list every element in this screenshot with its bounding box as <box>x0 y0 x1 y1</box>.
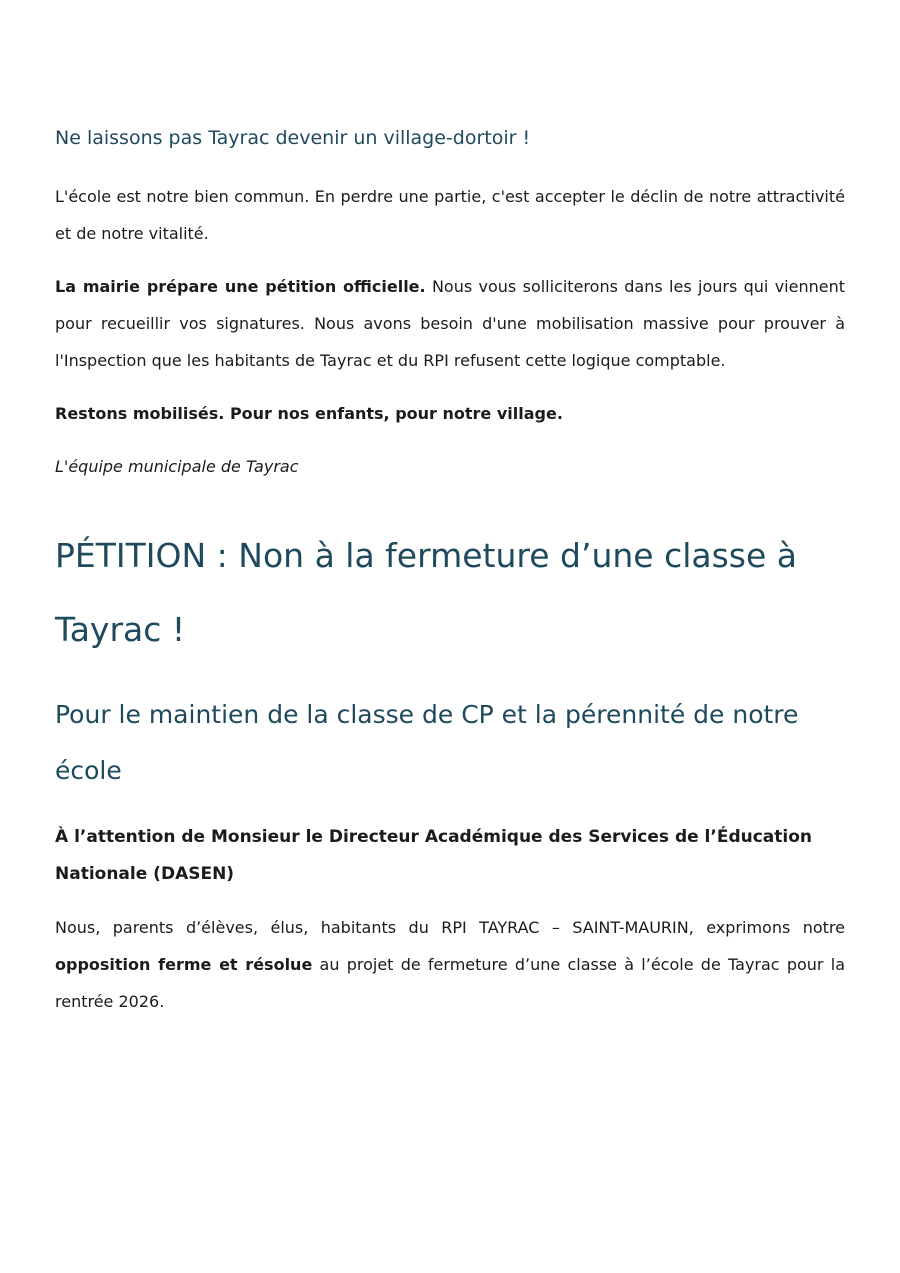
petition-body-bold: opposition ferme et résolue <box>55 955 313 974</box>
document-page <box>55 120 845 1036</box>
petition-body <box>55 909 845 1020</box>
paragraph-mobilisation: Restons mobilisés. Pour nos enfants, pour notre village. <box>55 404 563 423</box>
petition-body-end: au projet de fermeture d’une classe à l’école de Tayrac pour la rentrée 2026. <box>55 955 845 1011</box>
petition-body-start: Nous, parents d’élèves, élus, habitants du RPI TAYRAC – SAINT-MAURIN, exprimons notre <box>55 918 845 937</box>
petition-addressee: À l’attention de Monsieur le Directeur Académique des Services de l’Éducation Nationale (DASEN) <box>55 827 813 884</box>
petition-announcement-bold: La mairie prépare une pétition officielle. <box>55 277 426 296</box>
signature: L'équipe municipale de Tayrac <box>55 457 299 476</box>
petition-title: PÉTITION : Non à la fermeture d’une classe à Tayrac ! <box>55 536 798 649</box>
paragraph-common-good: L'école est notre bien commun. En perdre une partie, c'est accepter le déclin de notre attractivité et de notre vitalité. <box>55 187 845 243</box>
paragraph-petition-announcement <box>55 268 845 379</box>
petition-announcement-text: Nous vous solliciterons dans les jours qui viennent pour recueillir vos signatures. Nous avons besoin d'une mobilisation massive pour prouver à l'Inspection que les habitants de Tayrac et du RPI refusent cette logique comptable. <box>55 277 846 370</box>
section-heading: Ne laissons pas Tayrac devenir un village-dortoir ! <box>55 127 531 149</box>
petition-subtitle: Pour le maintien de la classe de CP et la pérennité de notre école <box>55 700 799 785</box>
